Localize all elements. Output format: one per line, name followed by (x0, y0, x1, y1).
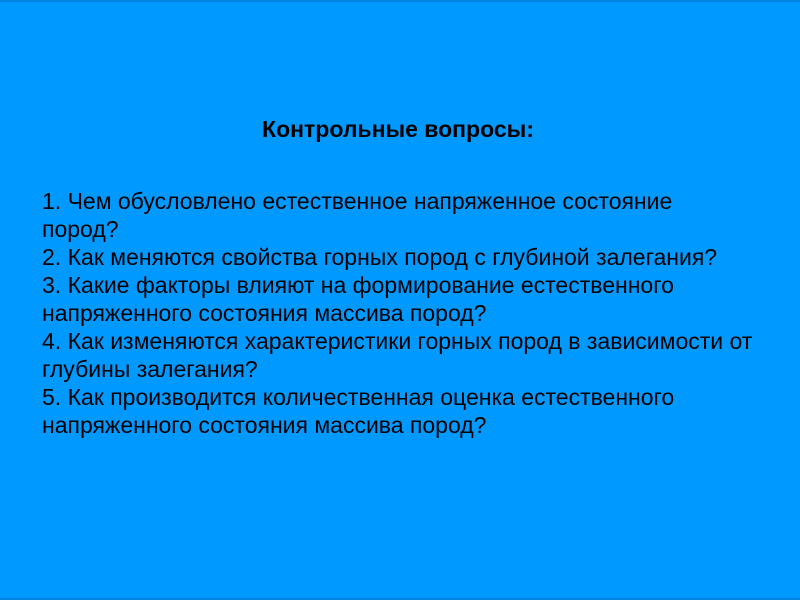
question-item-2: 2. Как меняются свойства горных пород с глубиной залегания? (42, 244, 718, 270)
question-item-5: 5. Как производится количественная оценка естественного напряженного состояния массива пород? (42, 384, 675, 438)
slide-text-block (42, 115, 754, 439)
question-item-1: 1. Чем обусловлено естественное напряженное состояние пород? (42, 188, 673, 242)
question-item-4: 4. Как изменяются характеристики горных пород в зависимости от глубины залегания? (42, 328, 753, 382)
slide-title: Контрольные вопросы: (262, 116, 534, 142)
slide-top-edge (0, 0, 800, 2)
question-item-3: 3. Какие факторы влияют на формирование естественного напряженного состояния массива пород? (42, 272, 674, 326)
